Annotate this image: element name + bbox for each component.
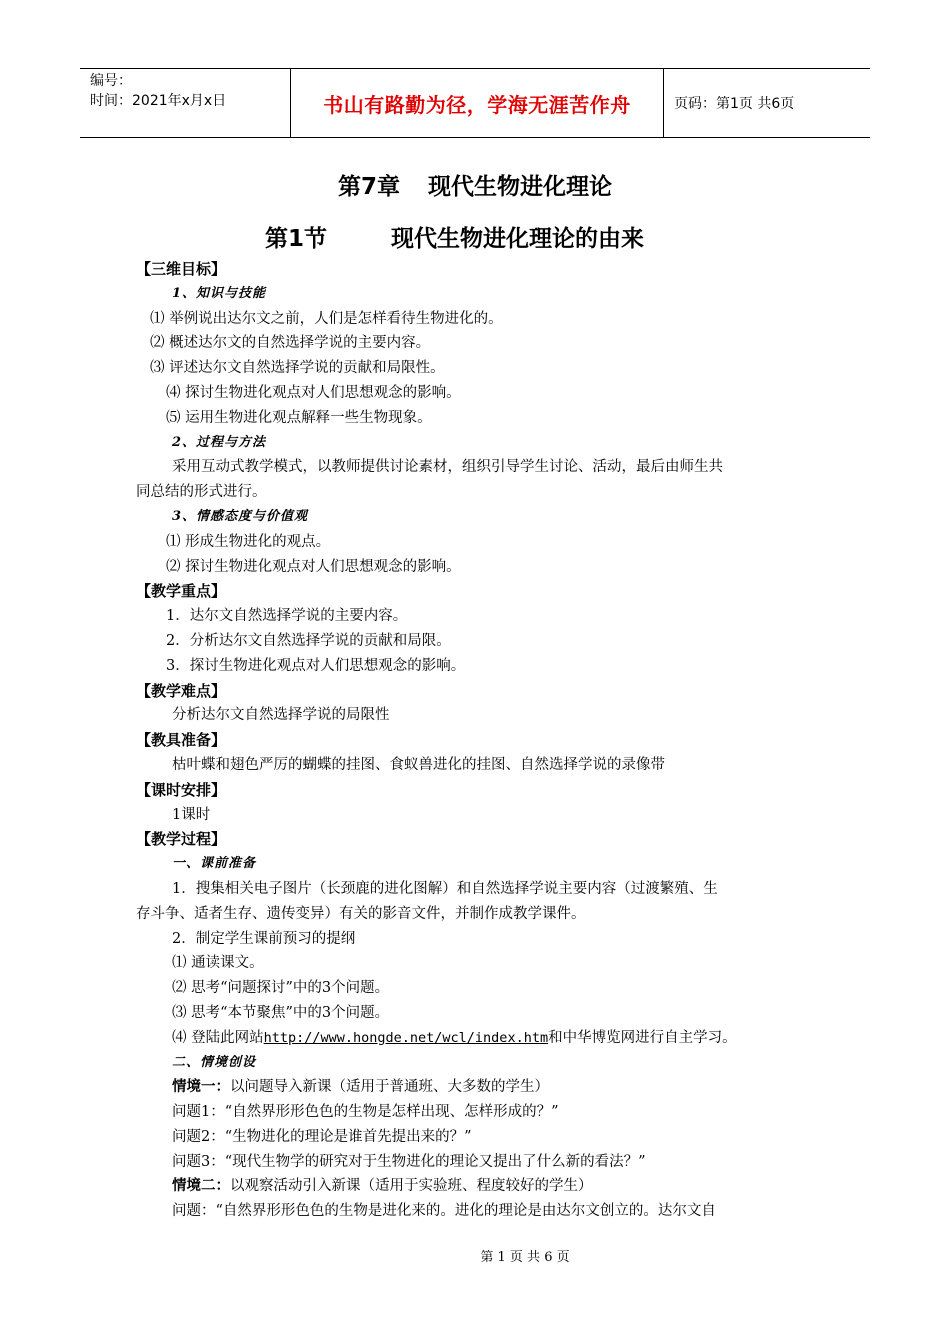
section-heading xyxy=(265,220,644,253)
subheading-attitude: 3、情感态度与价值观 xyxy=(172,508,309,524)
prep-item-1: 1．搜集相关电子图片（长颈鹿的进化图解）和自然选择学说主要内容（过渡繁殖、生 xyxy=(172,880,718,897)
page-footer: 第 1 页 共 6 页 xyxy=(480,1250,570,1265)
method-line-1: 采用互动式教学模式，以教师提供讨论素材，组织引导学生讨论、活动，最后由师生共 xyxy=(172,459,723,476)
difficulty-heading: 【教学难点】 xyxy=(136,681,227,700)
date-label: 时间：2021年x月x日 xyxy=(90,93,227,109)
focus-item-1: 1．达尔文自然选择学说的主要内容。 xyxy=(166,608,408,625)
chapter-number: 第7章 xyxy=(337,174,400,200)
attitude-item-2: ⑵ 探讨生物进化观点对人们思想观念的影响。 xyxy=(166,558,461,575)
knowledge-item-5: ⑸ 运用生物进化观点解释一些生物现象。 xyxy=(166,409,432,426)
header-left-cell xyxy=(80,69,290,137)
number-label: 编号： xyxy=(90,73,132,89)
chapter-name: 现代生物进化理论 xyxy=(428,174,612,200)
prep-subitem-3: ⑶ 思考“本节聚焦”中的3个问题。 xyxy=(172,1004,390,1021)
header-table xyxy=(80,68,870,138)
question-3: 问题3：“现代生物学的研究对于生物进化的理论又提出了什么新的看法？” xyxy=(172,1153,646,1170)
subheading-scenario: 二、情境创设 xyxy=(172,1054,257,1070)
subheading-knowledge: 1、知识与技能 xyxy=(172,285,267,301)
prep-subitem-4-start: ⑷ 登陆此网站 xyxy=(172,1029,264,1046)
knowledge-item-2: ⑵ 概述达尔文的自然选择学说的主要内容。 xyxy=(150,335,431,352)
prep-item-2: 2．制定学生课前预习的提纲 xyxy=(172,930,356,947)
question-4: 问题：“自然界形形色色的生物是进化来的。进化的理论是由达尔文创立的。达尔文自 xyxy=(172,1203,716,1220)
knowledge-item-1: ⑴ 举例说出达尔文之前，人们是怎样看待生物进化的。 xyxy=(150,310,503,327)
prep-subitem-1: ⑴ 通读课文。 xyxy=(172,955,264,972)
document-body xyxy=(136,257,826,1224)
prep-subitem-4-end: 和中华博览网进行自主学习。 xyxy=(548,1029,737,1046)
section-number: 第1节 xyxy=(265,226,328,252)
focus-item-3: 3．探讨生物进化观点对人们思想观念的影响。 xyxy=(166,657,466,674)
prep-subitem-4 xyxy=(136,1026,826,1051)
knowledge-item-4: ⑷ 探讨生物进化观点对人们思想观念的影响。 xyxy=(166,384,461,401)
prep-item-1-cont: 存斗争、适者生存、遗传变异）有关的影音文件，并制作成教学课件。 xyxy=(136,905,586,922)
question-1: 问题1：“自然界形形色色的生物是怎样出现、怎样形成的？” xyxy=(172,1104,559,1121)
scenario-1-text: 以问题导入新课（适用于普通班、大多数的学生） xyxy=(230,1079,549,1096)
focus-heading: 【教学重点】 xyxy=(136,582,227,601)
focus-item-2: 2．分析达尔文自然选择学说的贡献和局限。 xyxy=(166,632,451,649)
scenario-1-label: 情境一： xyxy=(172,1079,230,1096)
section-name: 现代生物进化理论的由来 xyxy=(391,226,645,252)
scenario-2-label: 情境二： xyxy=(172,1178,230,1195)
method-line-2: 同总结的形式进行。 xyxy=(136,484,267,501)
motto: 书山有路勤为径，学海无涯苦作舟 xyxy=(290,69,664,137)
page-label: 页码：第1页 共6页 xyxy=(674,96,795,112)
prep-subitem-2: ⑵ 思考“问题探讨”中的3个问题。 xyxy=(172,980,390,997)
scenario-2-text: 以观察活动引入新课（适用于实验班、程度较好的学生） xyxy=(230,1178,593,1195)
subheading-preparation: 一、课前准备 xyxy=(172,856,257,872)
knowledge-item-3: ⑶ 评述达尔文自然选择学说的贡献和局限性。 xyxy=(150,360,445,377)
question-2: 问题2：“生物进化的理论是谁首先提出来的？” xyxy=(172,1128,472,1145)
tools-item: 枯叶蝶和翅色严厉的蝴蝶的挂图、食蚁兽进化的挂图、自然选择学说的录像带 xyxy=(172,756,665,773)
scenario-2 xyxy=(136,1174,826,1199)
hours-item: 1课时 xyxy=(172,806,211,823)
attitude-item-1: ⑴ 形成生物进化的观点。 xyxy=(166,533,331,550)
difficulty-item: 分析达尔文自然选择学说的局限性 xyxy=(172,707,390,724)
tools-heading: 【教具准备】 xyxy=(136,731,227,750)
process-heading: 【教学过程】 xyxy=(136,830,227,849)
hours-heading: 【课时安排】 xyxy=(136,780,227,799)
website-link[interactable]: http://www.hongde.net/wcl/index.htm xyxy=(263,1029,549,1046)
chapter-heading xyxy=(0,168,950,201)
subheading-method: 2、过程与方法 xyxy=(172,434,267,450)
goals-heading: 【三维目标】 xyxy=(136,260,227,278)
scenario-1 xyxy=(136,1075,826,1100)
